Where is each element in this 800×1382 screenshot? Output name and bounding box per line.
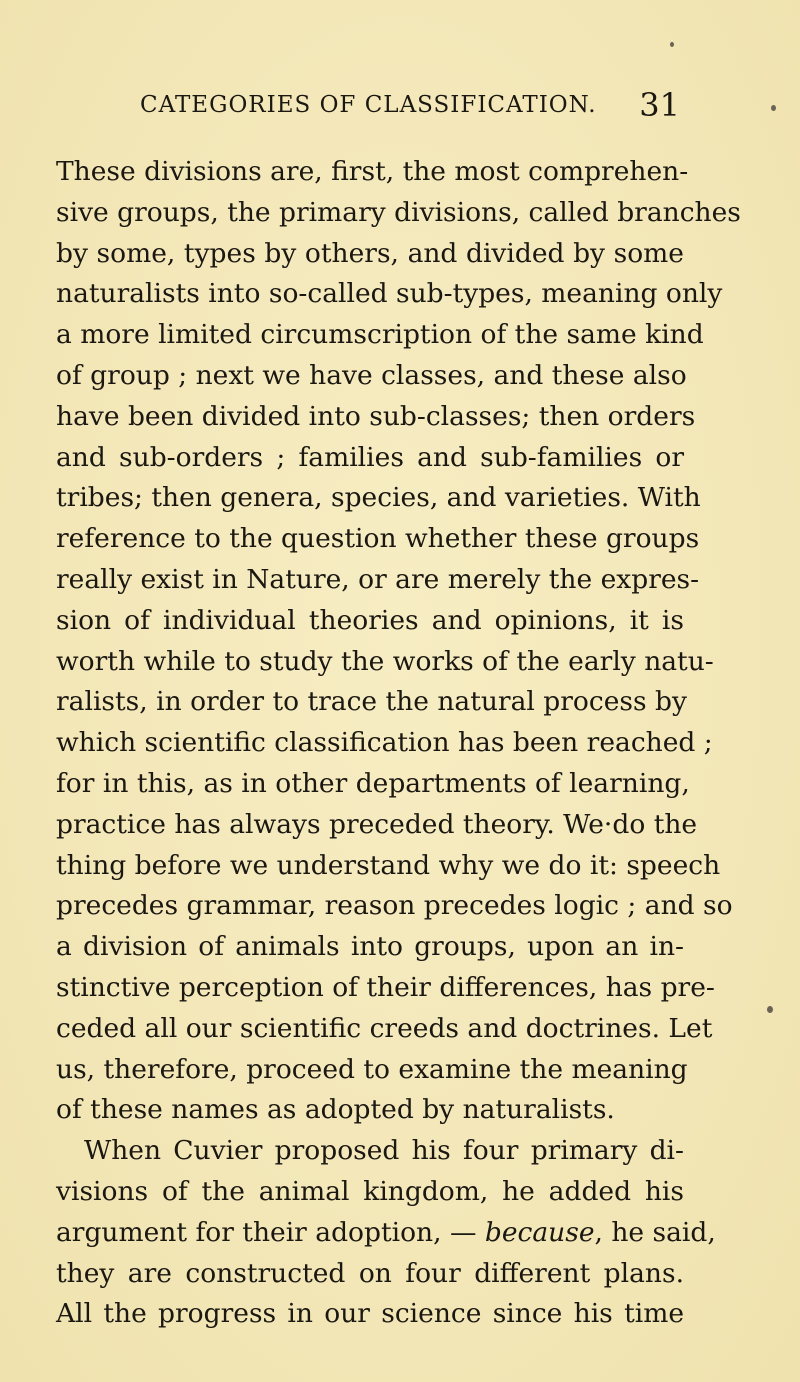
text-line: thing before we understand why we do it: speech: [56, 849, 721, 881]
text-line: ralists, in order to trace the natural process by: [56, 686, 687, 718]
text-line: All the progress in our science since his time: [56, 1298, 684, 1330]
text-line: a more limited circumscription of the same kind: [56, 319, 704, 351]
ink-speck: [771, 105, 776, 111]
text-line: really exist in Nature, or are merely the expres-: [56, 563, 700, 595]
text-line: of these names as adopted by naturalists.: [56, 1094, 615, 1126]
ink-speck: [670, 42, 674, 47]
text-line: have been divided into sub-classes; then orders: [56, 400, 696, 432]
text-line: which scientific classification has been reached ;: [56, 727, 713, 759]
text-line: stinctive perception of their differences, has pre-: [56, 971, 715, 1003]
text-line: worth while to study the works of the early natu-: [56, 645, 714, 677]
text-segment: argument for their adoption, —: [56, 1216, 485, 1248]
text-line: us, therefore, proceed to examine the meaning: [56, 1053, 688, 1085]
text-line: ceded all our scientific creeds and doctrines. Let: [56, 1012, 713, 1044]
text-line: visions of the animal kingdom, he added his: [56, 1175, 684, 1207]
text-line: sive groups, the primary divisions, called branches: [56, 196, 741, 228]
text-line: a division of animals into groups, upon an in-: [56, 931, 684, 963]
text-segment: , he said,: [594, 1216, 716, 1248]
text-line: tribes; then genera, species, and varieties. With: [56, 482, 701, 514]
text-line: by some, types by others, and divided by some: [56, 237, 684, 269]
text-line: practice has always preceded theory. We·do the: [56, 808, 698, 840]
text-line: of group ; next we have classes, and these also: [56, 359, 687, 391]
text-line-with-italic: [56, 1213, 716, 1254]
text-line: and sub-orders ; families and sub-families or: [56, 441, 684, 473]
text-line: When Cuvier proposed his four primary di-: [84, 1135, 684, 1167]
text-line: naturalists into so-called sub-types, meaning only: [56, 278, 723, 310]
running-head: [140, 86, 680, 132]
ink-speck: [767, 1006, 773, 1013]
italic-word: because: [484, 1216, 595, 1248]
running-title: CATEGORIES OF CLASSIFICATION.: [140, 92, 597, 118]
text-line: reference to the question whether these groups: [56, 523, 700, 555]
text-line: they are constructed on four different plans.: [56, 1257, 684, 1289]
body-text: [56, 152, 741, 1335]
page-number: 31: [639, 86, 680, 124]
text-line: for in this, as in other departments of learning,: [56, 767, 690, 799]
text-line: precedes grammar, reason precedes logic ; and so: [56, 890, 733, 922]
text-line: sion of individual theories and opinions, it is: [56, 604, 684, 636]
text-line: These divisions are, first, the most comprehen-: [56, 156, 689, 187]
